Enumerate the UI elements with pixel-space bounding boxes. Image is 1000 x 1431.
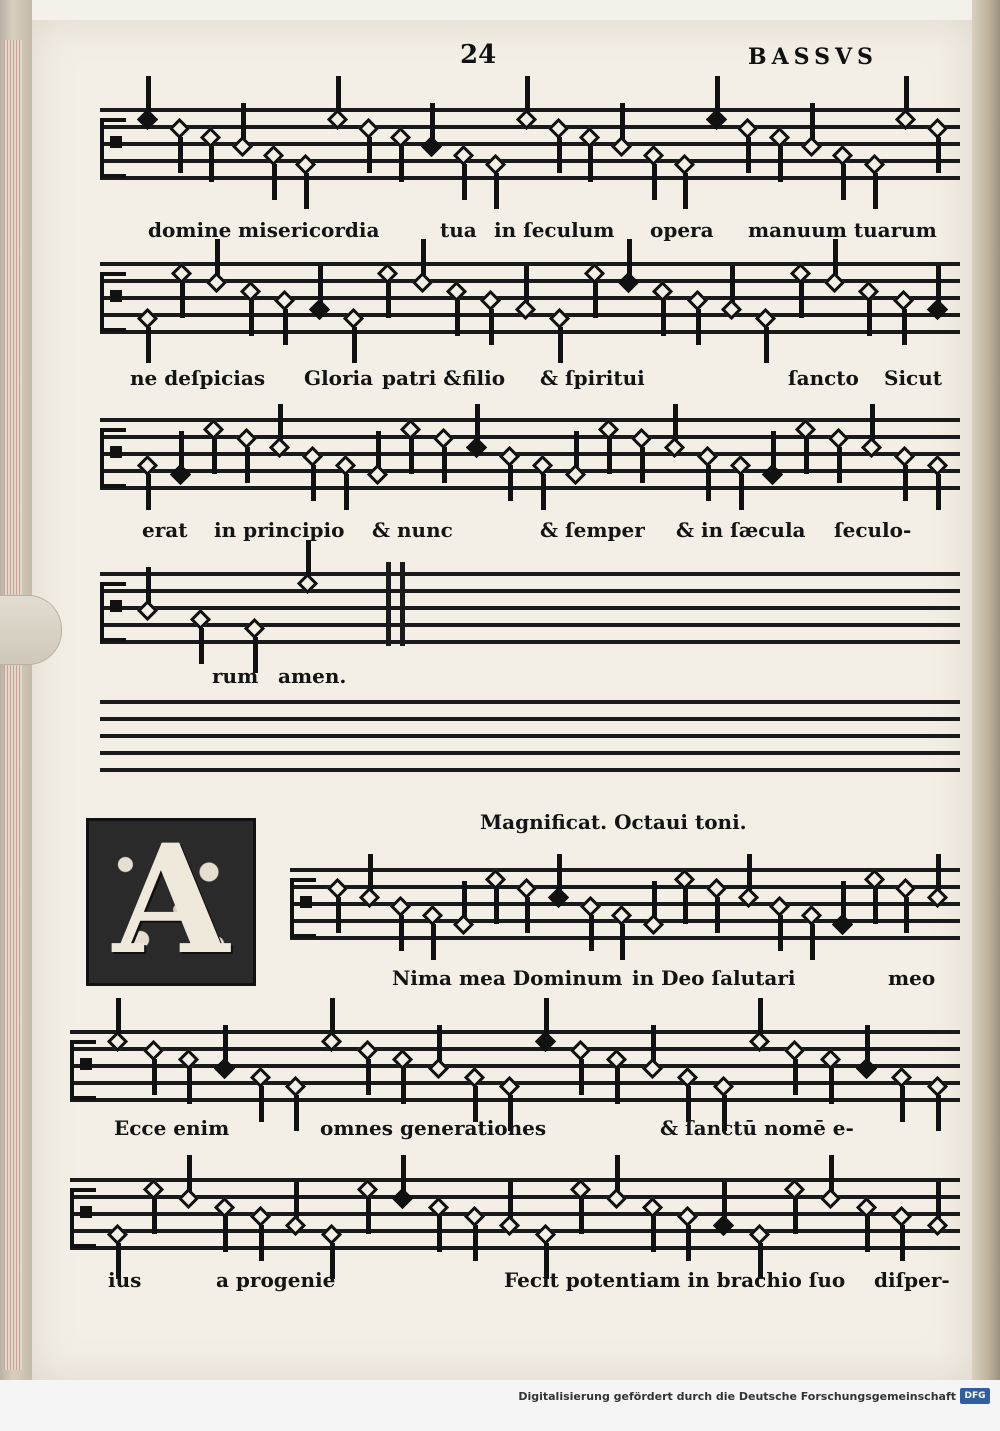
- note-stem: [799, 282, 804, 318]
- note-stem: [771, 431, 776, 467]
- staff-line: [70, 1047, 960, 1051]
- note-stem: [223, 1216, 228, 1252]
- note-stem: [841, 881, 846, 917]
- note-stem: [574, 431, 579, 467]
- clef: [290, 878, 316, 938]
- lyric-syllable: amen.: [278, 664, 347, 688]
- note-stem: [829, 1068, 834, 1104]
- note-stem: [283, 309, 288, 345]
- note-stem: [245, 447, 250, 483]
- note-head: [643, 914, 664, 935]
- note-stem: [146, 474, 151, 510]
- note-head: [356, 1040, 377, 1061]
- note-stem: [936, 266, 941, 302]
- footer-bar: [0, 1380, 1000, 1431]
- staff-1: [100, 108, 960, 188]
- note-stem: [473, 1225, 478, 1261]
- note-stem: [455, 300, 460, 336]
- note-stem: [746, 137, 751, 173]
- note-stem: [524, 266, 529, 302]
- note-head: [295, 154, 316, 175]
- note-head: [570, 1040, 591, 1061]
- note-head: [895, 878, 916, 899]
- note-stem: [179, 431, 184, 467]
- note-head: [412, 272, 433, 293]
- note-stem: [902, 309, 907, 345]
- note-stem: [778, 146, 783, 182]
- note-head: [762, 464, 783, 485]
- note-stem: [401, 1155, 406, 1191]
- note-stem: [336, 76, 341, 112]
- note-stem: [936, 854, 941, 890]
- note-stem: [873, 888, 878, 924]
- staff-line: [100, 418, 960, 422]
- note-stem: [494, 173, 499, 209]
- note-stem: [706, 465, 711, 501]
- note-stem: [936, 474, 941, 510]
- note-head: [206, 272, 227, 293]
- lyric-syllable: misericordia: [238, 218, 380, 242]
- lyric-syllable: domine: [148, 218, 232, 242]
- note-head: [249, 1206, 270, 1227]
- note-head: [484, 154, 505, 175]
- note-head: [891, 1206, 912, 1227]
- note-stem: [620, 103, 625, 139]
- note-stem: [187, 1068, 192, 1104]
- note-stem: [116, 998, 121, 1034]
- note-stem: [686, 1225, 691, 1261]
- note-stem: [904, 76, 909, 112]
- note-stem: [833, 239, 838, 275]
- note-stem: [475, 404, 480, 440]
- note-stem: [304, 173, 309, 209]
- staff-line: [100, 700, 960, 704]
- note-stem: [215, 239, 220, 275]
- note-head: [611, 136, 632, 157]
- note-stem: [627, 239, 632, 275]
- note-head: [784, 1040, 805, 1061]
- note-stem: [652, 881, 657, 917]
- note-stem: [146, 327, 151, 363]
- lyric-syllable: patri &: [382, 366, 462, 390]
- lyric-syllable: erat: [142, 518, 188, 542]
- note-stem: [651, 1025, 656, 1061]
- note-stem: [870, 404, 875, 440]
- final-barline: [400, 562, 405, 646]
- note-stem: [241, 103, 246, 139]
- staff-line: [100, 142, 960, 146]
- lyric-syllable: Gloria: [304, 366, 374, 390]
- note-head: [769, 896, 790, 917]
- note-stem: [900, 1225, 905, 1261]
- note-head: [232, 136, 253, 157]
- note-stem: [579, 1059, 584, 1095]
- lyric-syllable: in Deo ſalutari: [632, 966, 796, 990]
- note-stem: [462, 164, 467, 200]
- note-stem: [936, 1182, 941, 1218]
- note-head: [301, 446, 322, 467]
- note-head: [674, 154, 695, 175]
- staff-line: [100, 734, 960, 738]
- clef: [70, 1040, 96, 1100]
- note-stem: [557, 854, 562, 890]
- lyric-syllable: omnes generationes: [320, 1116, 547, 1140]
- note-stem: [318, 266, 323, 302]
- note-stem: [900, 1086, 905, 1122]
- note-head: [421, 136, 442, 157]
- staff-line: [100, 623, 960, 627]
- note-head: [864, 154, 885, 175]
- note-stem: [294, 1182, 299, 1218]
- lyric-syllable: & ſemper: [540, 518, 645, 542]
- staff-3: [100, 418, 960, 498]
- note-stem: [615, 1068, 620, 1104]
- note-head: [327, 878, 348, 899]
- note-stem: [209, 146, 214, 182]
- note-head: [800, 136, 821, 157]
- lyric-syllable: & ſpiritui: [540, 366, 645, 390]
- note-stem: [437, 1216, 442, 1252]
- note-head: [285, 1076, 306, 1097]
- note-stem: [366, 1198, 371, 1234]
- lyric-syllable: tua: [440, 218, 477, 242]
- note-stem: [152, 1059, 157, 1095]
- note-head: [367, 464, 388, 485]
- note-head: [274, 290, 295, 311]
- note-head: [686, 290, 707, 311]
- note-stem: [722, 1182, 727, 1218]
- note-stem: [865, 1025, 870, 1061]
- note-stem: [386, 282, 391, 318]
- note-stem: [593, 282, 598, 318]
- note-head: [499, 446, 520, 467]
- note-stem: [778, 915, 783, 951]
- note-stem: [152, 1198, 157, 1234]
- clef: [100, 428, 126, 488]
- note-head: [820, 1188, 841, 1209]
- note-head: [565, 464, 586, 485]
- note-head: [548, 118, 569, 139]
- staff-line: [100, 469, 960, 473]
- note-stem: [615, 1155, 620, 1191]
- lyric-syllable: in principio: [214, 518, 345, 542]
- note-stem: [904, 897, 909, 933]
- note-stem: [146, 567, 151, 603]
- lyric-syllable: & ſanctū nomē e-: [660, 1116, 854, 1140]
- dfg-logo: DFG: [960, 1388, 990, 1404]
- note-stem: [558, 327, 563, 363]
- final-barline: [386, 562, 391, 646]
- lyric-syllable: ſeculo-: [834, 518, 912, 542]
- note-stem: [544, 998, 549, 1034]
- lyric-syllable: & nunc: [372, 518, 453, 542]
- note-stem: [804, 438, 809, 474]
- note-head: [713, 1076, 734, 1097]
- note-stem: [715, 897, 720, 933]
- note-head: [390, 896, 411, 917]
- clef: [100, 118, 126, 178]
- note-stem: [294, 1095, 299, 1131]
- lyric-syllable: ne deſpicias: [130, 366, 266, 390]
- note-stem: [873, 173, 878, 209]
- note-head: [606, 1188, 627, 1209]
- lyric-syllable: Ecce enim: [114, 1116, 230, 1140]
- note-stem: [344, 474, 349, 510]
- staff-line: [70, 1246, 960, 1250]
- note-stem: [525, 76, 530, 112]
- note-head: [168, 118, 189, 139]
- note-stem: [368, 854, 373, 890]
- note-head: [696, 446, 717, 467]
- note-stem: [793, 1059, 798, 1095]
- staff-line: [290, 868, 960, 872]
- note-head: [832, 914, 853, 935]
- note-head: [463, 1206, 484, 1227]
- note-stem: [401, 1068, 406, 1104]
- staff-line: [70, 1178, 960, 1182]
- staff-line: [100, 768, 960, 772]
- book-edge-right: [972, 0, 1000, 1380]
- note-stem: [330, 998, 335, 1034]
- lyric-syllable: manuum tuarum: [748, 218, 937, 242]
- staff-2: [100, 262, 960, 342]
- lyric-syllable: Sicut: [884, 366, 942, 390]
- note-stem: [936, 1095, 941, 1131]
- note-stem: [366, 1059, 371, 1095]
- decorated-initial: [86, 818, 256, 986]
- note-stem: [810, 103, 815, 139]
- note-head: [321, 1224, 342, 1245]
- note-head: [580, 896, 601, 917]
- lyric-syllable: diſper-: [874, 1268, 950, 1292]
- note-head: [516, 878, 537, 899]
- note-stem: [259, 1086, 264, 1122]
- note-stem: [865, 1216, 870, 1252]
- note-head: [358, 118, 379, 139]
- lyric-syllable: & in ſæcula: [676, 518, 806, 542]
- note-stem: [442, 447, 447, 483]
- note-stem: [829, 1155, 834, 1191]
- note-stem: [730, 266, 735, 302]
- note-stem: [430, 103, 435, 139]
- staff-6: [290, 868, 960, 948]
- note-head: [755, 308, 776, 329]
- note-stem: [557, 137, 562, 173]
- note-stem: [764, 327, 769, 363]
- note-stem: [278, 404, 283, 440]
- note-head: [927, 118, 948, 139]
- note-head: [343, 308, 364, 329]
- note-head: [137, 308, 158, 329]
- note-stem: [336, 897, 341, 933]
- staff-line: [100, 606, 960, 610]
- lyric-syllable: a progenie: [216, 1268, 336, 1292]
- section-heading: Magnificat. Octaui toni.: [480, 810, 747, 834]
- note-stem: [437, 1025, 442, 1061]
- note-stem: [661, 300, 666, 336]
- note-stem: [525, 897, 530, 933]
- staff-line: [70, 1212, 960, 1216]
- note-stem: [187, 1155, 192, 1191]
- page-stack-edges: [4, 40, 22, 1370]
- staff-line: [100, 751, 960, 755]
- staff-line: [70, 1098, 960, 1102]
- staff-line: [100, 452, 960, 456]
- note-stem: [620, 924, 625, 960]
- note-stem: [399, 915, 404, 951]
- note-stem: [249, 300, 254, 336]
- note-stem: [223, 1025, 228, 1061]
- lyric-syllable: meo: [888, 966, 936, 990]
- note-head: [499, 1076, 520, 1097]
- note-stem: [541, 474, 546, 510]
- note-head: [893, 290, 914, 311]
- note-stem: [376, 431, 381, 467]
- note-stem: [841, 164, 846, 200]
- note-head: [894, 446, 915, 467]
- staff-line: [100, 159, 960, 163]
- lyric-syllable: Fecit potentiam in brachio ſuo: [504, 1268, 846, 1292]
- note-stem: [489, 309, 494, 345]
- page-number: 24: [460, 40, 497, 70]
- note-stem: [867, 300, 872, 336]
- staff-line: [100, 486, 960, 490]
- note-stem: [311, 465, 316, 501]
- digitization-credit: Digitalisierung gefördert durch die Deutsche Forschungsgemeinschaft: [518, 1390, 956, 1403]
- lyric-syllable: Nima mea Dominum: [392, 966, 623, 990]
- staff-line: [100, 262, 960, 266]
- staff-7: [70, 1030, 960, 1110]
- note-stem: [508, 1182, 513, 1218]
- staff-line: [100, 330, 960, 334]
- note-head: [236, 428, 257, 449]
- note-stem: [431, 924, 436, 960]
- note-head: [480, 290, 501, 311]
- note-stem: [272, 164, 277, 200]
- staff-line: [100, 176, 960, 180]
- note-stem: [607, 438, 612, 474]
- staff-line: [100, 296, 960, 300]
- note-head: [178, 1188, 199, 1209]
- note-stem: [589, 915, 594, 951]
- note-head: [428, 1058, 449, 1079]
- note-head: [392, 1188, 413, 1209]
- clef: [100, 272, 126, 332]
- note-head: [433, 428, 454, 449]
- staff-5-empty: [100, 700, 960, 780]
- note-head: [677, 1206, 698, 1227]
- staff-line: [100, 589, 960, 593]
- staff-line: [100, 717, 960, 721]
- note-head: [170, 464, 191, 485]
- clef: [70, 1188, 96, 1248]
- note-stem: [399, 146, 404, 182]
- staff-line: [100, 640, 960, 644]
- note-head: [856, 1058, 877, 1079]
- lyric-syllable: filio: [462, 366, 506, 390]
- note-stem: [652, 164, 657, 200]
- lyric-syllable: opera: [650, 218, 714, 242]
- note-stem: [180, 282, 185, 318]
- note-stem: [306, 540, 311, 576]
- note-head: [828, 428, 849, 449]
- note-stem: [579, 1198, 584, 1234]
- clef: [100, 582, 126, 642]
- note-head: [535, 1224, 556, 1245]
- note-stem: [903, 465, 908, 501]
- book-edge-left: [0, 0, 32, 1380]
- note-stem: [178, 137, 183, 173]
- note-stem: [651, 1216, 656, 1252]
- note-head: [618, 272, 639, 293]
- note-stem: [640, 447, 645, 483]
- note-head: [549, 308, 570, 329]
- note-head: [824, 272, 845, 293]
- lyric-syllable: ius: [108, 1268, 142, 1292]
- note-head: [642, 1058, 663, 1079]
- note-stem: [462, 881, 467, 917]
- note-stem: [696, 309, 701, 345]
- note-stem: [199, 628, 204, 664]
- note-stem: [715, 76, 720, 112]
- note-stem: [588, 146, 593, 182]
- note-head: [453, 914, 474, 935]
- note-stem: [758, 998, 763, 1034]
- note-stem: [810, 924, 815, 960]
- staff-line: [70, 1030, 960, 1034]
- note-stem: [421, 239, 426, 275]
- staff-4: [100, 572, 960, 652]
- lyric-syllable: rum: [212, 664, 259, 688]
- note-stem: [508, 465, 513, 501]
- staff-8: [70, 1178, 960, 1258]
- note-stem: [793, 1198, 798, 1234]
- voice-part-title: BASSVS: [748, 44, 878, 70]
- note-stem: [683, 173, 688, 209]
- note-head: [737, 118, 758, 139]
- note-head: [631, 428, 652, 449]
- note-head: [706, 878, 727, 899]
- note-stem: [352, 327, 357, 363]
- note-stem: [212, 438, 217, 474]
- note-stem: [747, 854, 752, 890]
- note-head: [137, 600, 158, 621]
- note-stem: [409, 438, 414, 474]
- note-head: [143, 1040, 164, 1061]
- note-stem: [936, 137, 941, 173]
- note-stem: [259, 1225, 264, 1261]
- note-stem: [146, 76, 151, 112]
- note-stem: [673, 404, 678, 440]
- note-head: [107, 1224, 128, 1245]
- initial-letter: A: [112, 818, 230, 986]
- note-head: [749, 1224, 770, 1245]
- note-stem: [837, 447, 842, 483]
- note-stem: [683, 888, 688, 924]
- note-head: [214, 1058, 235, 1079]
- lyric-syllable: ſancto: [788, 366, 859, 390]
- note-stem: [494, 888, 499, 924]
- note-head: [927, 1076, 948, 1097]
- note-stem: [739, 474, 744, 510]
- staff-line: [100, 572, 960, 576]
- staff-line: [290, 885, 960, 889]
- note-head: [244, 618, 265, 639]
- note-stem: [367, 137, 372, 173]
- lyric-syllable: in ſeculum: [494, 218, 615, 242]
